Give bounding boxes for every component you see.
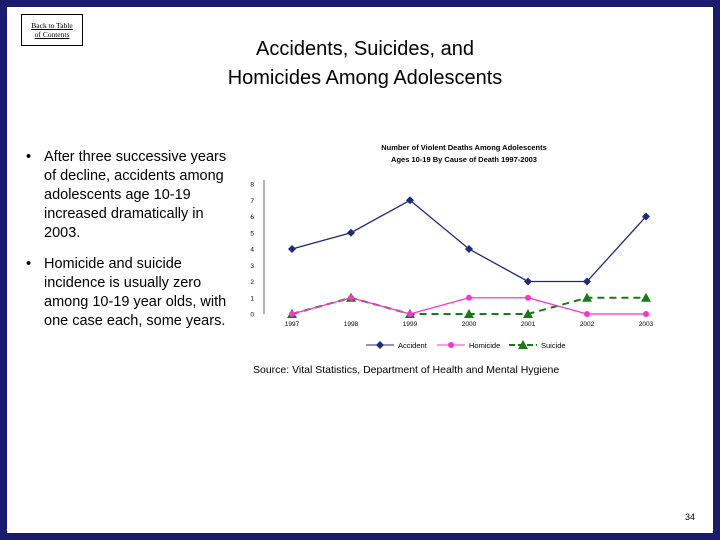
x-tick-label: 1997 [284, 321, 300, 328]
x-tick-label: 2002 [579, 321, 595, 328]
x-tick-label: 2001 [520, 321, 536, 328]
bullet-text: After three successive years of decline, accidents among adolescents age 10-19 increased dramatically in 2003. [44, 149, 227, 241]
chart-title-line1: Number of Violent Deaths Among Adolescents [381, 143, 547, 152]
y-tick-label: 5 [250, 230, 254, 238]
x-tick-label: 2003 [638, 321, 654, 328]
x-tick-label: 2000 [461, 321, 477, 328]
y-tick-label: 2 [250, 279, 254, 286]
y-tick-label: 8 [250, 181, 254, 189]
data-point-homicide [348, 295, 354, 301]
legend-label-homicide: Homicide [469, 341, 501, 350]
data-point-homicide [466, 295, 472, 301]
bullet-item [22, 255, 232, 331]
y-tick-label: 6 [250, 214, 254, 221]
data-point-homicide [643, 311, 649, 317]
bullet-list [22, 148, 232, 343]
data-point-accident [347, 229, 355, 237]
page-title-line2: Homicides Among Adolescents [227, 67, 503, 89]
legend-label-accident: Accident [398, 341, 427, 350]
y-tick-label: 0 [250, 311, 254, 319]
data-point-accident [524, 278, 532, 286]
back-link-line1: Back to Table [31, 21, 73, 30]
page-title-line1: Accidents, Suicides, and [256, 38, 474, 60]
y-tick-label: 4 [250, 246, 254, 254]
y-tick-label: 7 [250, 197, 254, 205]
source-note: Source: Vital Statistics, Department of Health and Mental Hygiene [253, 364, 560, 376]
series-line-accident [292, 200, 646, 281]
x-tick-label: 1999 [402, 321, 418, 328]
y-tick-label: 3 [250, 262, 254, 270]
bullet-item [22, 148, 232, 243]
legend-marker-accident [376, 341, 384, 349]
chart-title-line2: Ages 10-19 By Cause of Death 1997-2003 [391, 155, 537, 164]
y-tick-label: 1 [250, 295, 254, 303]
page-number: 34 [685, 512, 696, 522]
violent-deaths-chart [228, 136, 668, 358]
data-point-homicide [289, 311, 295, 317]
page-title [150, 35, 580, 93]
data-point-accident [288, 245, 296, 253]
data-point-homicide [525, 295, 531, 301]
x-tick-label: 1998 [343, 321, 359, 328]
data-point-homicide [407, 311, 413, 317]
legend-label-suicide: Suicide [541, 341, 566, 350]
bullet-dot: • [26, 149, 32, 165]
data-point-suicide [641, 293, 651, 302]
bullet-dot: • [26, 256, 32, 272]
legend-marker-homicide [448, 342, 454, 348]
data-point-homicide [584, 311, 590, 317]
bullet-text: Homicide and suicide incidence is usually zero among 10-19 year olds, with one case each, some years. [44, 256, 227, 329]
back-link-line2: of Contents [34, 30, 70, 39]
back-to-contents-link[interactable] [21, 14, 83, 46]
